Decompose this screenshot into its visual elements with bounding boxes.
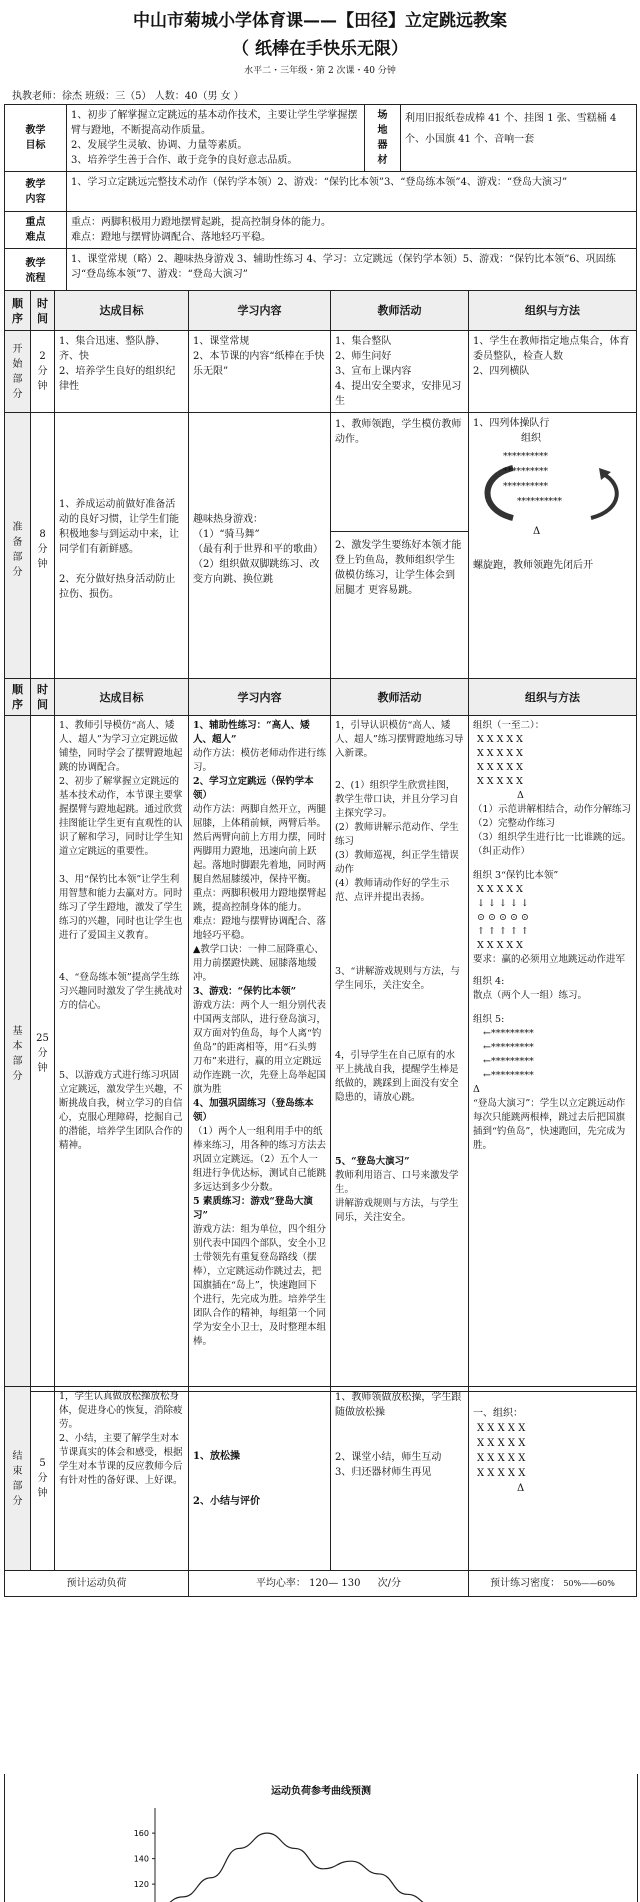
prep-part-goal: 1、养成运动前做好准备活动的良好习惯，让学生们能积极地参与到运动中来，让同学们有新鲜感。 2、充分做好热身活动防止拉伤、损伤。 [55, 413, 189, 687]
basic-part-org [469, 716, 637, 1392]
prep-row: ********** [503, 452, 548, 462]
basic-part-teacher [331, 716, 469, 1392]
prep-part-name: 准 备 部 分 [5, 413, 31, 687]
end-part-name: 结 束 部 分 [5, 1387, 31, 1571]
basic-part-name: 基 本 部 分 [5, 716, 31, 1392]
basic-part-content [189, 716, 331, 1392]
end-org-title: 一、组织： [473, 1408, 523, 1419]
prep-part-org [469, 413, 637, 687]
start-part-content: 1、课堂常规 2、本节课的内容“纸棒在手快乐无限” [189, 331, 331, 413]
content-item-2-body: 动作方法：两脚自然开立，两腿屈膝，上体稍前倾，两臂后举。然后两臂向前上方用力摆，同时两脚用力蹬地，迅速向前上跃起。落地时脚跟先着地，同时两腿自然屈膝缓冲，保持平衡。 重点：两脚积极用力蹬地摆臂起跳，提高控制身体的能力。 难点：蹬地与摆臂协调配合、落地轻巧平稳。 ▲教学口诀：一伸二屈降重心、用力前摆蹬快跳、屈膝落地缓冲。 [193, 804, 327, 983]
equipment-text: 利用旧报纸卷成棒 41 个、挂图 1 张、雪糕桶 4 个、小国旗 41 个、音响一套 [401, 105, 637, 172]
start-part-time: 2 分 钟 [31, 331, 55, 413]
prep-part-content: 趣味热身游戏： （1）“骑马舞” （最有利于世界和平的歌曲） （2）组织做双脚跳练习、改变方向跳、换位跳 [189, 413, 331, 687]
equipment-label: 场 地 器 材 [365, 105, 401, 172]
prep-row: ********** [503, 467, 548, 477]
teacher-step-5-head: 5、“登岛大演习” [335, 1156, 410, 1167]
col-goal: 达成目标 [55, 291, 189, 331]
heart-rate [189, 1571, 469, 1597]
org-x-row: X X X X X [477, 762, 523, 773]
prep-org-sub: 组织 [521, 433, 541, 444]
end-org-formation [473, 1421, 632, 1496]
end-part-teacher: 1、教师领做放松操，学生跟随做放松操 2、课堂小结，师生互动 3、归还器材师生再见 [331, 1387, 469, 1571]
content-item-4-head: 4、加强巩固练习（登岛练本领） [193, 1098, 314, 1123]
col-content-repeat: 学习内容 [189, 679, 331, 716]
prep-teacher-1: 1、教师领跑，学生模仿教师动作。 [331, 413, 468, 532]
content-item-1-head: 1、辅助性练习：“高人、矮人、超人” [193, 720, 310, 745]
start-part-goal: 1、集合迅速、整队静、齐、快 2、培养学生良好的组织纪律性 [55, 331, 189, 413]
org-5-row: ←********* [483, 1056, 534, 1067]
prep-part-time: 8 分 钟 [31, 413, 55, 687]
org-3-formation [473, 883, 632, 953]
density [469, 1571, 637, 1597]
org-x-row: X X X X X [477, 776, 523, 787]
prep-teacher-2: 2、激发学生要练好本领才能登上钓鱼岛，教师组织学生做模仿练习，让学生体会到屈腿才 更容易跳。 [335, 540, 462, 596]
org-3-row: X X X X X [477, 940, 523, 951]
content-item-2-head: 2、学习立定跳远（保钓学本领） [193, 776, 314, 801]
org-x-row: X X X X X [477, 734, 523, 745]
col-teacher: 教师活动 [331, 291, 469, 331]
heart-rate-value: 120— 130 [309, 1578, 361, 1589]
org-1-notes: （1）示范讲解相结合，动作分解练习 （2）完整动作练习 （3）组织学生进行比一比谁跳的远。（纠正动作） [473, 804, 632, 857]
org-5-note: “登岛大演习”：学生以立定跳远动作每次只能跳两根棒，跳过去后把国旗插到“钓鱼岛”，快速跑回，先完成为胜。 [473, 1098, 626, 1151]
end-content-2: 2、小结与评价 [193, 1495, 260, 1507]
teacher-triangle: Δ [473, 1084, 480, 1095]
end-part-content [189, 1387, 331, 1571]
end-org-row: X X X X X [477, 1423, 526, 1434]
start-part-name: 开 始 部 分 [5, 331, 31, 413]
goal-text: 1、初步了解掌握立定跳远的基本动作技术，主要让学生学掌握摆臂与蹬地，不断提高动作质量。 2、发展学生灵敏、协调、力量等素质。 3、培养学生善于合作、敢于竞争的良好意志品质。 [67, 105, 365, 172]
heart-rate-unit: 次/分 [377, 1578, 402, 1589]
end-org-row: X X X X X [477, 1468, 526, 1479]
flow-label: 教学 流程 [5, 249, 67, 293]
end-table [4, 1386, 637, 1597]
org-3-title: 组织 3“保钓比本领” [473, 870, 559, 881]
teacher-triangle: Δ [517, 790, 524, 801]
end-part-goal: 1，学生认真做放松操放松身体，促进身心的恢复，消除疲劳。 2、小结，主要了解学生对本节课真实的体会和感受，根据学生对本节课的反应教师今后有针对性的备好课、上好课。 [55, 1387, 189, 1571]
content-item-5-body: 游戏方法：组为单位，四个组分别代表中国四个部队，安全小卫士带领先有重复登岛路线（摆棒），立定跳远动作跳过去，把国旗插在“岛上”，快速跑回下个进行，先完成为胜。培养学生团队合作的精神，每组第一个同学为安全小卫士，及时整理本组棒。 [193, 1224, 327, 1347]
basic-table [4, 678, 637, 1392]
y-tick-label: 160 [133, 1829, 149, 1839]
load-label: 预计运动负荷 [5, 1571, 189, 1597]
prep-rows [503, 450, 562, 510]
load-chart [4, 1774, 638, 1902]
key-label: 重点 难点 [5, 212, 67, 249]
lesson-meta: 水平二・三年级・第 2 次课・40 分钟 [244, 66, 396, 76]
prep-part-teacher [331, 413, 469, 687]
org-3-row: ↑ ↑ ↑ ↑ ↑ [477, 926, 529, 937]
goal-label: 教学 目标 [5, 105, 67, 172]
org-3-note: 要求：赢的必须用立地跳远动作进军 [473, 954, 626, 965]
page-subtitle: （ 纸棒在手快乐无限） [232, 39, 408, 59]
key-text: 重点：两脚积极用力蹬地摆臂起跳，提高控制身体的能力。 难点：蹬地与摆臂协调配合、落地轻巧平稳。 [67, 212, 637, 249]
overview-table [4, 104, 637, 293]
prep-org-title: 1、四列体操队行 [473, 418, 550, 429]
basic-part-time: 25 分 钟 [31, 716, 55, 1392]
content-item-3-head: 3、游戏：“保钓比本领” [193, 986, 297, 997]
org-5-row: ←********* [483, 1070, 534, 1081]
content-text: 1、学习立定跳远完整技术动作（保钓学本领）2、游戏：“保钓比本领”3、“登岛练本领”4、游戏：“登岛大演习” [67, 172, 637, 212]
teacher-triangle: Δ [533, 526, 541, 537]
org-1-title: 组织（一至二）： [473, 720, 545, 731]
basic-part-goal: 1、教师引导模仿“高人、矮人、超人”为学习立定跳远做铺垫，同时学会了摆臂蹬地起跳的协调配合。 2、初步了解掌握立定跳远的基本技术动作，本节课主要掌握摆臂与蹬地起跳。通过欣赏挂图能让学生更有直观性的认识了解和学习，同时让学生知道立定跳远的重要性。 3、用“保钓比本领”让学生利用智慧和能力去赢对方。同时练习了学生蹬地，激发了学生练习的兴趣，同时也让学生也进行了爱国主义教育。 4、“登岛练本领”提高学生练习兴趣同时激发了学生挑战对方的信心。 5、以游戏方式进行练习巩固立定跳远，激发学生兴趣，不断挑战自我，树立学习的自信心，克服心理障碍，挖掘自己的潜能，培养学生团队合作的精神。 [55, 716, 189, 1392]
prep-org-note: 螺旋跑，教师领跑先闭后开 [473, 560, 593, 571]
teacher-step-2: 2、(1）组织学生欣赏挂图，教学生带口诀，并且分学习自主探究学习。 (2）教师讲解示范动作、学生练习 (3）教师巡视，纠正学生错误动作 (4）教师请动作好的学生示范、点评并提出表扬。 [335, 780, 459, 903]
org-5-row: ←********* [483, 1028, 534, 1039]
org-5-formation [473, 1027, 632, 1083]
col-order-repeat: 顺序 [5, 679, 31, 716]
density-value: 50%——60% [563, 1579, 615, 1588]
content-item-1-body: 动作方法：模仿老师动作进行练习。 [193, 748, 327, 773]
col-goal-repeat: 达成目标 [55, 679, 189, 716]
heart-rate-label: 平均心率： [255, 1578, 306, 1589]
col-org: 组织与方法 [469, 291, 637, 331]
end-part-org [469, 1387, 637, 1571]
col-time-repeat: 时间 [31, 679, 55, 716]
col-org-repeat: 组织与方法 [469, 679, 637, 716]
end-content-1: 1、放松操 [193, 1450, 240, 1462]
teacher-info: 执教老师：徐杰 班级：三（5） 人数：40（男 女 ） [12, 91, 244, 102]
org-x-row: X X X X X [477, 748, 523, 759]
org-5-row: ←********* [483, 1042, 534, 1053]
teacher-step-4: 4，引导学生在自己原有的水平上挑战自我，提醒学生棒是纸做的，跳踩到上面没有安全隐患的，请放心跳。 [335, 1050, 459, 1103]
teacher-step-3: 3、“讲解游戏规则与方法，与学生同乐，关注安全。 [335, 966, 460, 991]
org-1-formation [473, 733, 632, 803]
start-part-org: 1、学生在教师指定地点集合，体育委员整队，检查人数 2、四列横队 [469, 331, 637, 413]
content-item-3-body: 游戏方法：两个人一组分别代表中国两支部队，进行登岛演习，双方面对钓鱼岛，每个人离“钓鱼岛”的距离相等，用“石头剪刀布”来进行，赢的用立定跳远动作连跳一次，先登上岛举起国旗为胜 [193, 1000, 327, 1095]
start-part-teacher: 1、集合整队 2、师生问好 3、宣布上课内容 4、提出安全要求，安排见习生 [331, 331, 469, 413]
col-order: 顺 序 [5, 291, 31, 331]
col-time: 时 间 [31, 291, 55, 331]
col-teacher-repeat: 教师活动 [331, 679, 469, 716]
col-content: 学习内容 [189, 291, 331, 331]
prep-row: ********** [503, 482, 548, 492]
org-5-title: 组织 5: [473, 1014, 505, 1025]
org-3-row: ↓ ↓ ↓ ↓ ↓ [477, 898, 529, 909]
teacher-step-5-body: 教师利用语言、口号来激发学生。 讲解游戏规则与方法，与学生同乐，关注安全。 [335, 1170, 459, 1223]
end-part-time: 5 分 钟 [31, 1387, 55, 1571]
density-label: 预计练习密度： [490, 1578, 561, 1589]
teacher-step-1: 1，引导认识模仿“高人、矮人、超人”练习摆臂蹬地练习导入新课。 [335, 720, 464, 759]
prep-row: ********** [517, 497, 562, 507]
prep-formation [473, 446, 632, 554]
end-org-row: X X X X X [477, 1453, 526, 1464]
chart-title: 运动负荷参考曲线预测 [271, 1786, 371, 1797]
flow-text: 1、课堂常规（略）2、趣味热身游戏 3、辅助性练习 4、学习：立定跳远（保钓学本领）5、游戏：“保钓比本领”6、巩固练习“登岛练本领”7、游戏：“登岛大演习” [67, 249, 637, 293]
y-tick-label: 120 [133, 1880, 149, 1890]
content-item-5-head: 5 素质练习：游戏“登岛大演习” [193, 1196, 313, 1221]
org-3-row: ⊙ ⊙ ⊙ ⊙ ⊙ [477, 912, 529, 923]
teacher-triangle: Δ [517, 1483, 525, 1494]
y-tick-label: 140 [133, 1854, 149, 1864]
org-4: 组织 4: 散点（两个人一组）练习。 [473, 976, 588, 1001]
org-3-row: X X X X X [477, 884, 523, 895]
content-item-4-body: （1）两个人一组利用手中的纸棒来练习，用各种的练习方法去巩固立定跳远。（2）五个人一组进行争优达标，测试自己能跳多远达到多少分数。 [193, 1126, 327, 1193]
load-curve-line [155, 1833, 435, 1902]
content-label: 教学 内容 [5, 172, 67, 212]
end-org-row: X X X X X [477, 1438, 526, 1449]
load-chart-svg [5, 1774, 637, 1902]
start-prep-table [4, 290, 637, 687]
page-title: 中山市菊城小学体育课——【田径】立定跳远教案 [133, 11, 507, 31]
